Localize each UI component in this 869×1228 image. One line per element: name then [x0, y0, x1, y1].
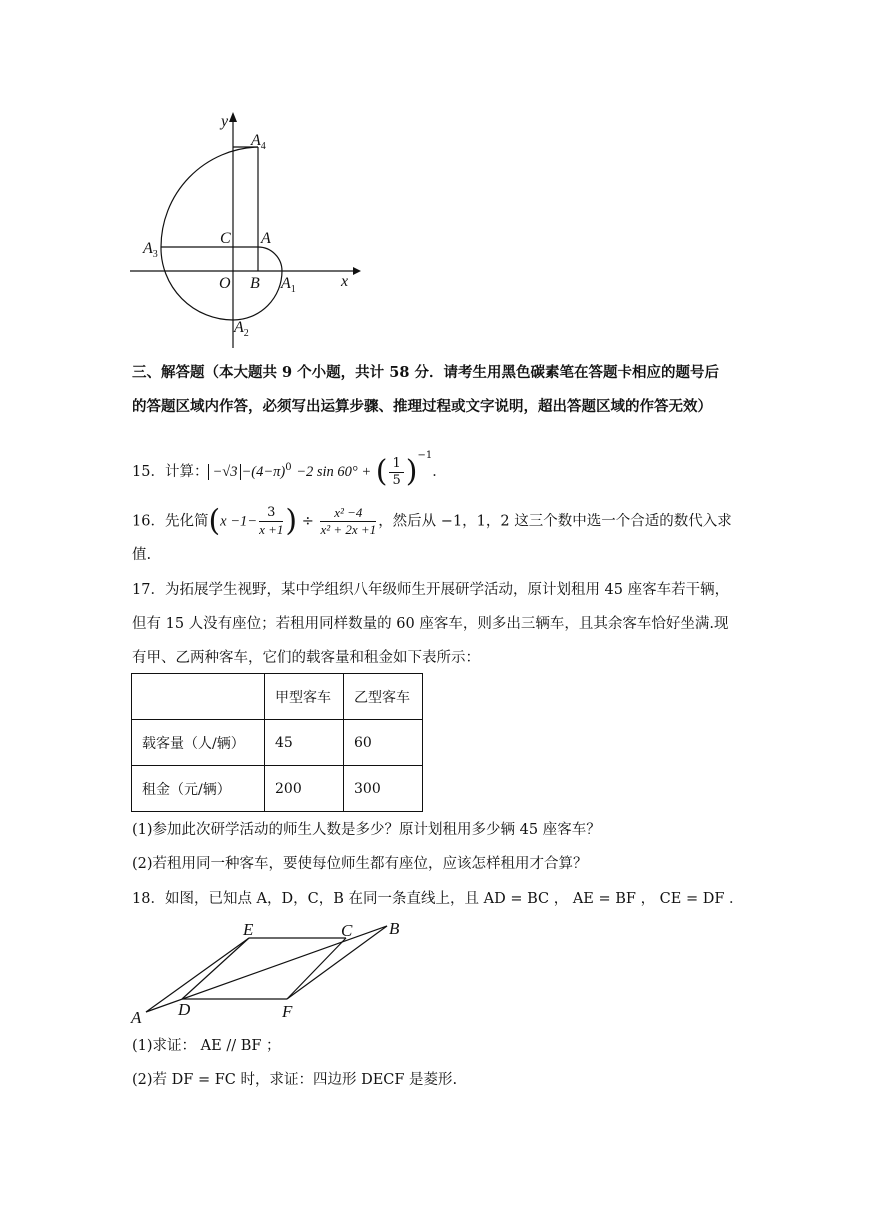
table-header-row	[132, 674, 423, 720]
question-16: 16．先化简(x −1− $\frac{3}{x +1}$ ) ÷ $\frac{\text{x² −4}}{\text{x² + 2x +1}}$ ，然后从 −1，1，2 这三个数中选一个合适的数代入求	[132, 503, 732, 539]
point-a2-label: $A_2$	[234, 319, 249, 339]
table-cell: 租金（元/辆）	[132, 766, 265, 812]
point-f-label: F	[282, 1002, 293, 1021]
segment-f-c	[287, 938, 346, 999]
abs-value-expression: −√3	[208, 464, 241, 480]
question-15: 15．计算： $-√3 -(4-\pi)^0 -2$ sin 60° + ( $\frac{1}{5}$ )$^{-1}$．	[132, 450, 447, 489]
y-axis-arrow	[229, 112, 237, 122]
arc-a3-a4	[161, 147, 258, 247]
point-d-label: D	[178, 1000, 191, 1019]
table-cell: 300	[344, 766, 423, 812]
table-cell: 45	[265, 720, 344, 766]
question-17-line2: 但有 15 人没有座位；若租用同样数量的 60 座客车，则多出三辆车，且其余客车恰好坐满.现	[132, 616, 729, 632]
section-heading-line2: 的答题区域内作答，必须写出运算步骤、推理过程或文字说明，超出答题区域的作答无效）	[132, 398, 712, 415]
x-axis-arrow	[353, 267, 361, 275]
table-header-cell	[132, 674, 265, 720]
point-a3-label: $A_3$	[143, 240, 158, 260]
segment-f-b	[287, 926, 387, 999]
point-a4-label: $A_4$	[251, 132, 266, 152]
point-c-label: C	[341, 921, 353, 940]
table-cell: 60	[344, 720, 423, 766]
point-a-label: A	[131, 1008, 142, 1027]
point-b-label: B	[250, 275, 260, 292]
question-17-line1: 17．为拓展学生视野，某中学组织八年级师生开展研学活动，原计划租用 45 座客车若干辆，	[132, 582, 730, 598]
fraction-3-over-x-plus-1: $\frac{3}{x +1}$	[259, 505, 284, 537]
parallelogram-figure	[125, 915, 415, 1030]
question-16-line2: 值.	[132, 547, 152, 563]
question-18-line1: 18．如图，已知点 A，D，C，B 在同一条直线上，且 AD = BC ， AE = BF ， CE = DF ．	[132, 891, 744, 907]
arc-a-a1	[258, 247, 282, 271]
segment-a-e	[146, 938, 249, 1012]
point-b-label: B	[389, 919, 400, 938]
fraction-x2-minus-4: $\frac{\text{x² −4}}{\text{x² + 2x +1}}$	[320, 505, 377, 537]
table-row	[132, 766, 423, 812]
question-18-sub1: (1)求证： AE // BF ；	[132, 1038, 281, 1054]
point-c-label: C	[220, 230, 231, 247]
point-a1-label: $A_1$	[281, 275, 296, 295]
coordinate-figure	[125, 110, 365, 355]
point-e-label: E	[243, 920, 254, 939]
question-17-line3: 有甲、乙两种客车，它们的载客量和租金如下表所示：	[132, 650, 480, 666]
question-17-sub2: (2)若租用同一种客车，要使每位师生都有座位，应该怎样租用才合算？	[132, 856, 588, 872]
question-17-sub1: (1)参加此次研学活动的师生人数是多少？原计划租用多少辆 45 座客车？	[132, 822, 601, 838]
x-axis-label: x	[341, 273, 349, 290]
question-18-sub2: (2)若 DF = FC 时，求证：四边形 DECF 是菱形.	[132, 1072, 458, 1088]
segment-e-d	[182, 938, 249, 999]
table-cell: 200	[265, 766, 344, 812]
point-o-label: O	[219, 275, 231, 292]
table-row	[132, 720, 423, 766]
bus-table	[131, 673, 423, 812]
fraction-one-fifth: $\frac{1}{5}$	[389, 456, 403, 489]
table-header-cell: 甲型客车	[265, 674, 344, 720]
table-cell: 载客量（人/辆）	[132, 720, 265, 766]
y-axis-label: y	[221, 113, 229, 130]
point-a-label: A	[261, 230, 271, 247]
table-header-cell: 乙型客车	[344, 674, 423, 720]
section-heading-line1: 三、解答题（本大题共 9 个小题，共计 58 分．请考生用黑色碳素笔在答题卡相应的题号后	[132, 364, 719, 381]
